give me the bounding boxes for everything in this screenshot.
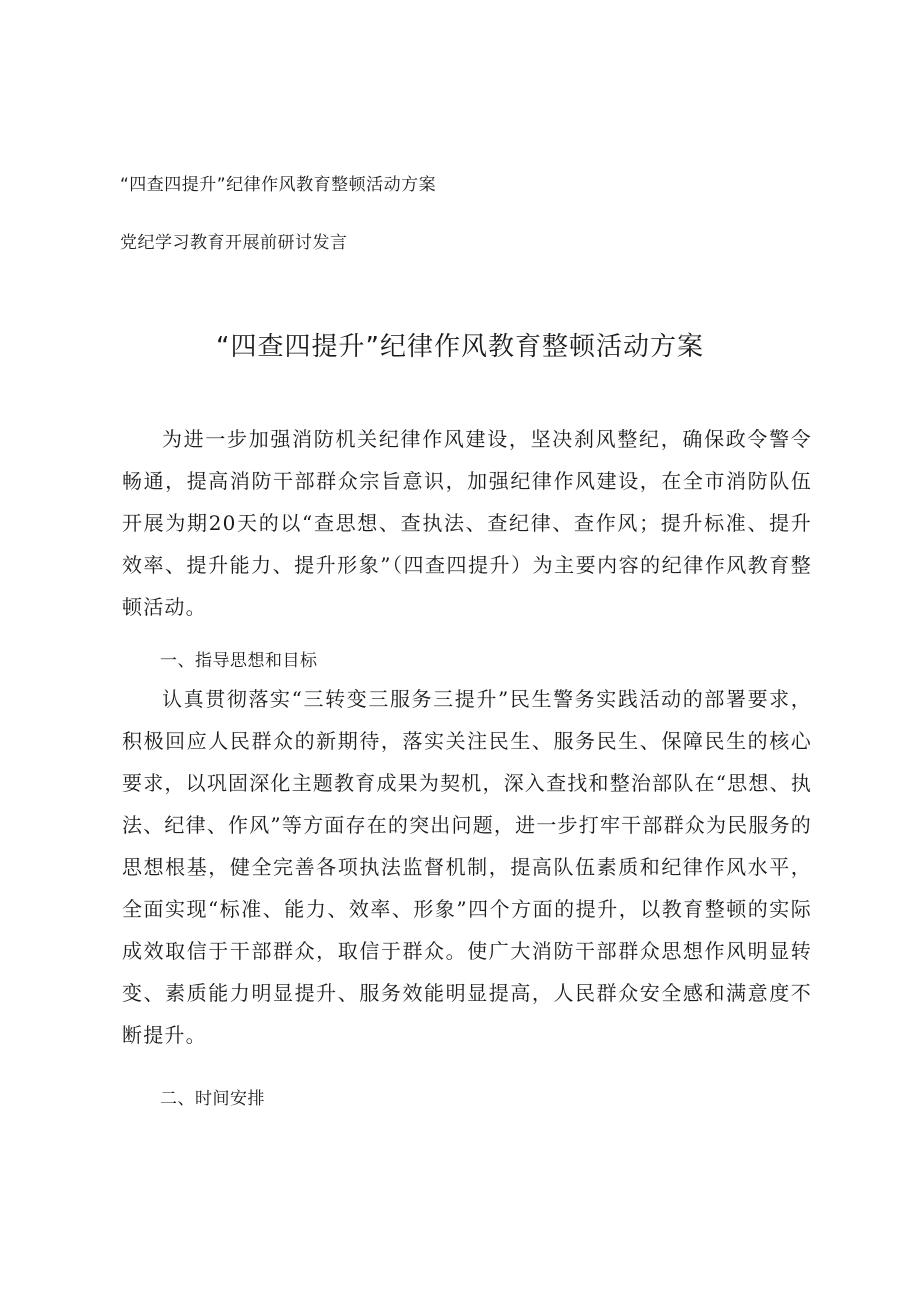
document-title: “四查四提升”纪律作风教育整顿活动方案 <box>216 332 704 362</box>
section-heading-guiding-ideology: 一、指导思想和目标 <box>160 651 318 671</box>
intro-paragraph: 为进一步加强消防机关纪律作风建设，坚决刹风整纪，确保政令警令畅通，提高消防干部群众宗旨意识，加强纪律作风建设，在全市消防队伍开展为期20天的以“查思想、查执法、查纪律、查作风；提升标准、提升效率、提升能力、提升形象”（四查四提升）为主要内容的纪律作风教育整顿活动。 <box>122 427 812 619</box>
toc-item-discussion-speech: 党纪学习教育开展前研讨发言 <box>120 233 348 253</box>
toc-item-activity-plan: “四查四提升”纪律作风教育整顿活动方案 <box>120 175 437 195</box>
section-paragraph-guiding-ideology: 认真贯彻落实“三转变三服务三提升”民生警务实践活动的部署要求，积极回应人民群众的新期待，落实关注民生、服务民生、保障民生的核心要求，以巩固深化主题教育成果为契机，深入查找和整治部队在“思想、执法、纪律、作风”等方面存在的突出问题，进一步打牢干部群众为民服务的思想根基，健全完善各项执法监督机制，提高队伍素质和纪律作风水平，全面实现“标准、能力、效率、形象”四个方面的提升，以教育整顿的实际成效取信于干部群众，取信于群众。使广大消防干部群众思想作风明显转变、素质能力明显提升、服务效能明显提高，人民群众安全感和满意度不断提升。 <box>122 687 812 1047</box>
section-heading-schedule: 二、时间安排 <box>160 1089 265 1109</box>
